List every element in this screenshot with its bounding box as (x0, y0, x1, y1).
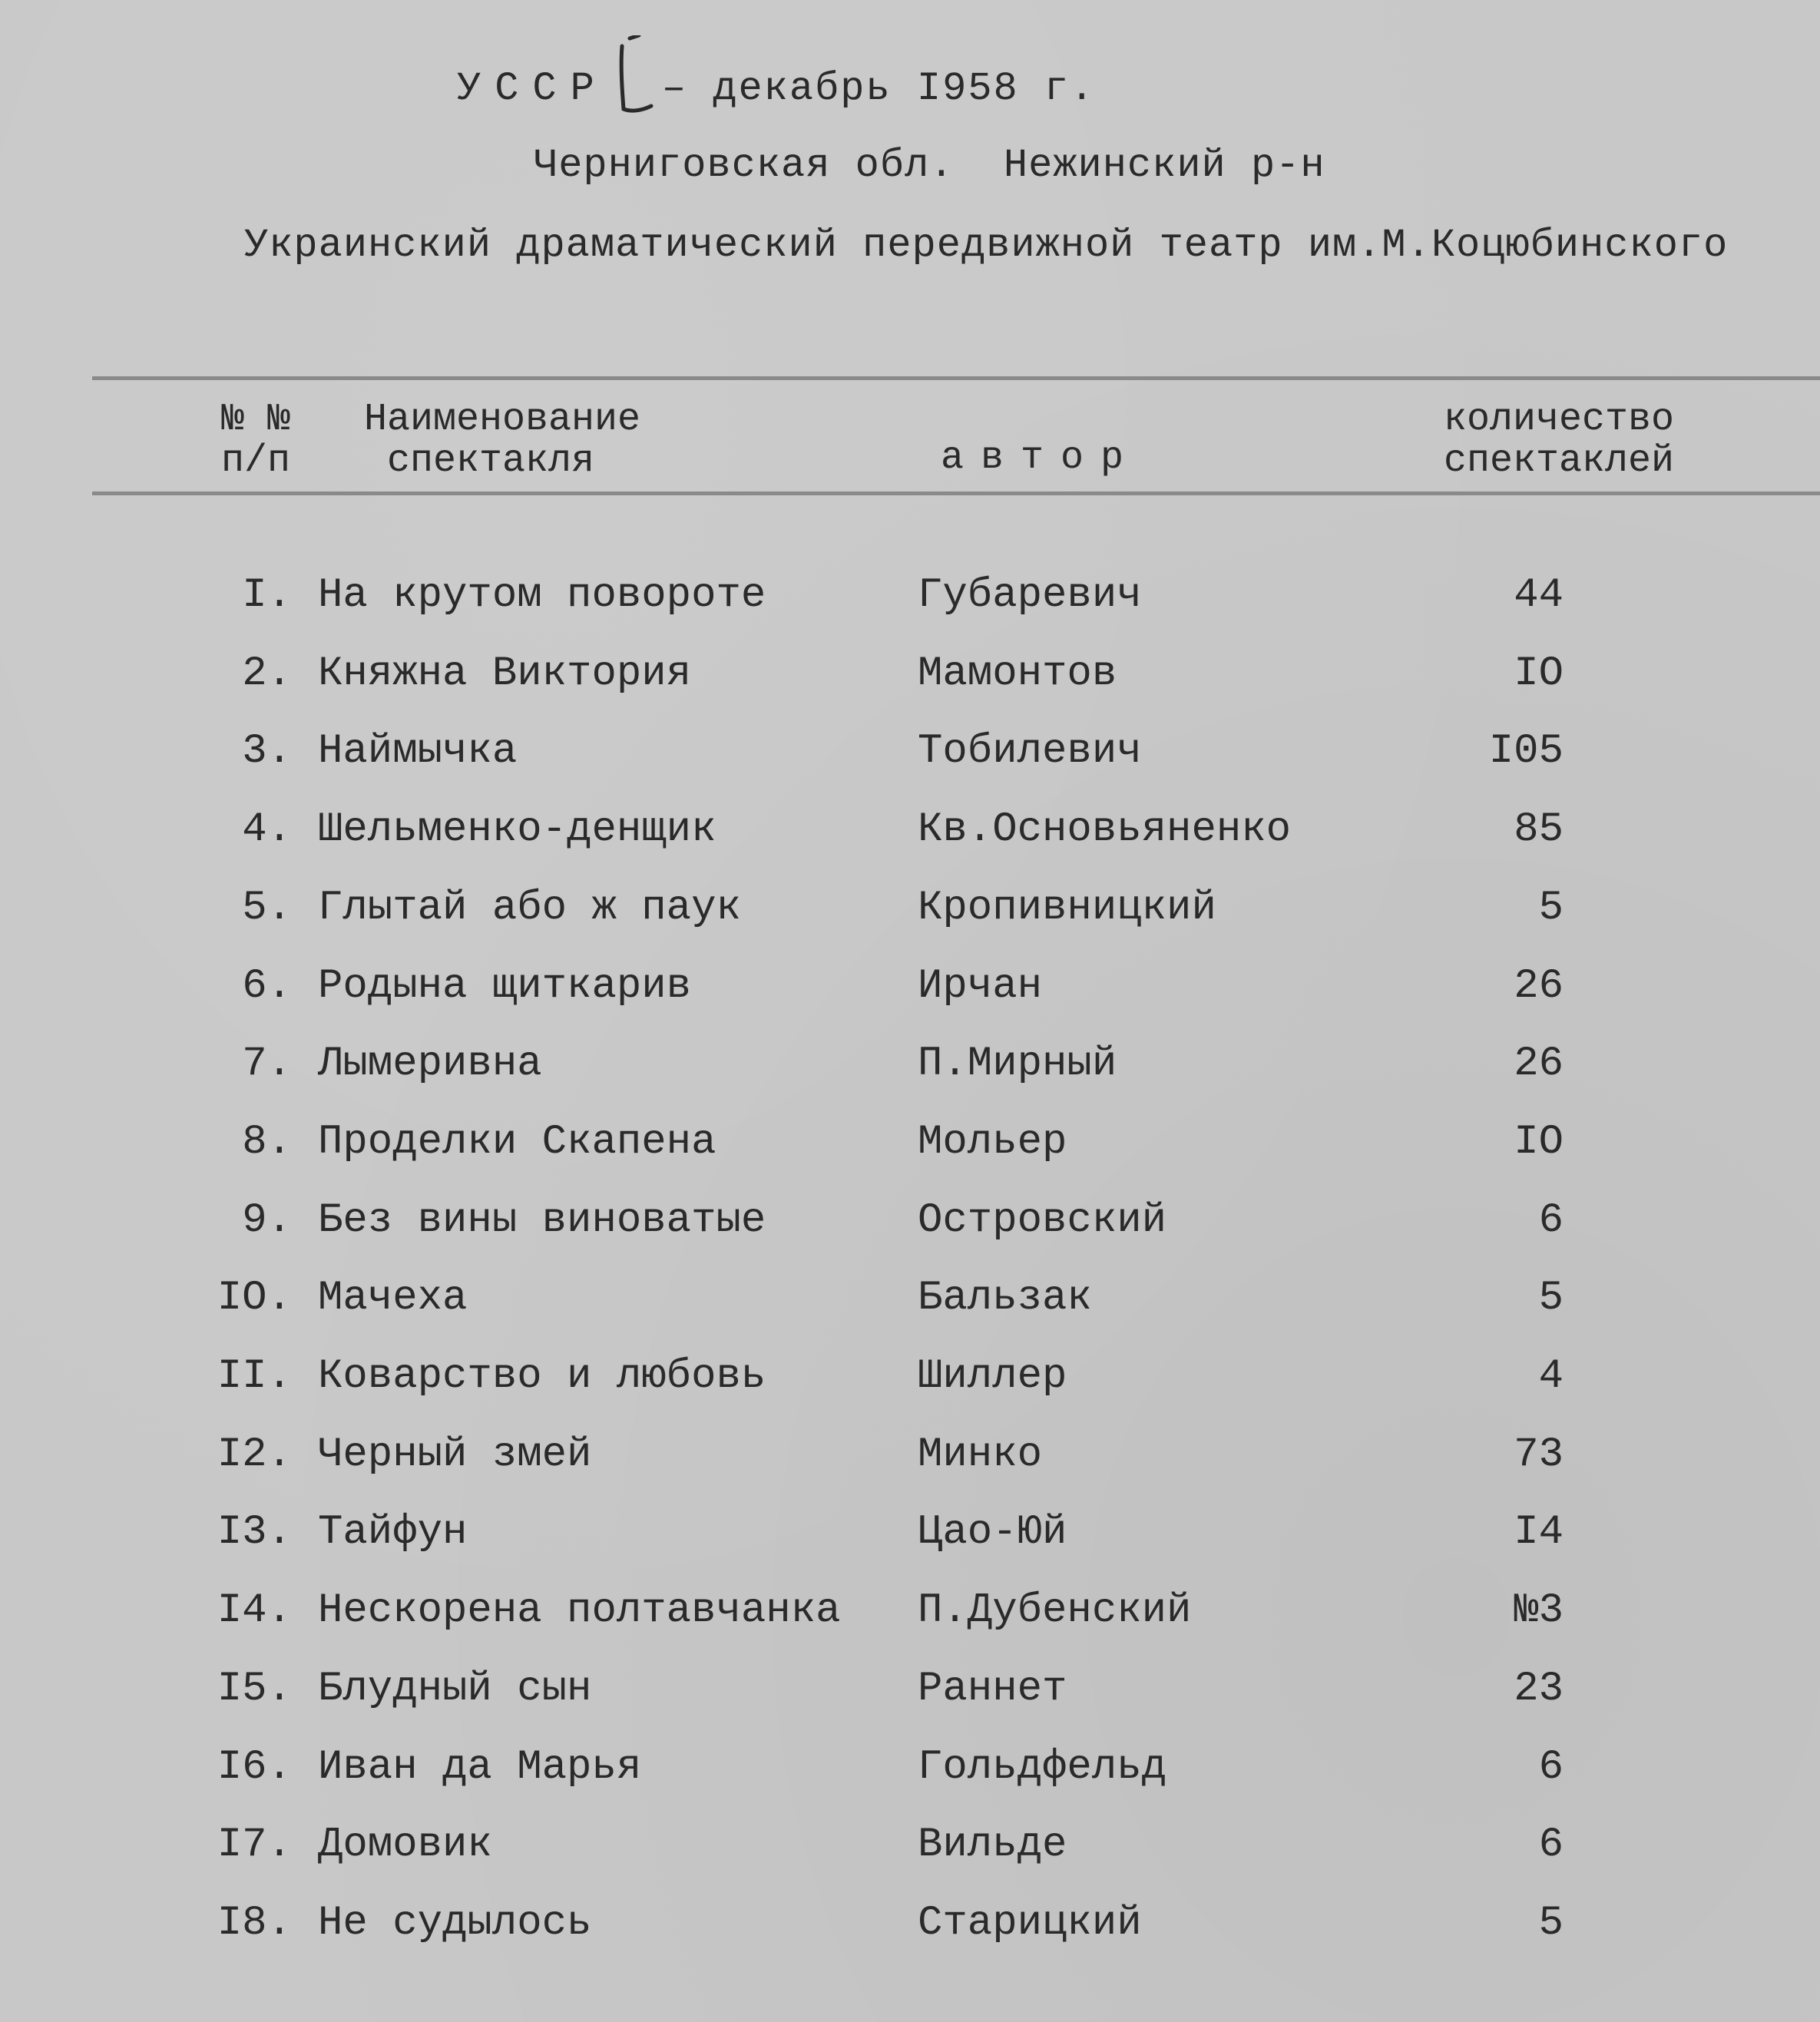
row-author: Островский (918, 1197, 1167, 1244)
row-num: 5. (242, 885, 292, 932)
row-author: Цао-Юй (918, 1509, 1067, 1556)
row-title: Домовик (318, 1822, 492, 1868)
row-title: Лымеривна (318, 1041, 542, 1087)
table-row (0, 964, 1820, 1041)
theatre-name: Украинский драматический передвижной театр им.М.Коцюбинского (244, 223, 1729, 268)
row-num: I5. (217, 1666, 292, 1713)
column-header-count: количество спектаклей (1444, 398, 1675, 483)
table-row (0, 1198, 1820, 1275)
row-author: П.Мирный (918, 1041, 1117, 1087)
column-header-title: Наименование спектакля (364, 398, 641, 483)
table-row (0, 1588, 1820, 1665)
row-num: I7. (217, 1822, 292, 1868)
row-author: Ирчан (918, 963, 1043, 1010)
row-num: 7. (242, 1041, 292, 1087)
row-num: I6. (217, 1744, 292, 1791)
row-count: 5 (1538, 1275, 1564, 1322)
row-count: 23 (1514, 1666, 1564, 1713)
row-author: Тобилевич (918, 728, 1142, 775)
table-row (0, 1432, 1820, 1509)
row-title: Родына щиткарив (318, 963, 692, 1010)
table-row (0, 1822, 1820, 1899)
row-title: Коварство и любовь (318, 1353, 766, 1400)
row-title: Проделки Скапена (318, 1119, 716, 1166)
row-title: Наймычка (318, 728, 518, 775)
row-num: II. (217, 1353, 292, 1400)
row-author: П.Дубенский (918, 1587, 1192, 1634)
row-title: Иван да Марья (318, 1744, 642, 1791)
row-num: I3. (217, 1509, 292, 1556)
row-author: Губаревич (918, 572, 1142, 619)
row-title: Нескорена полтавчанка (318, 1587, 841, 1634)
heading-line-1 (457, 66, 1095, 112)
row-count: 6 (1538, 1822, 1564, 1868)
date-text: декабрь I958 г. (713, 66, 1096, 111)
row-num: 9. (242, 1197, 292, 1244)
table-row (0, 1745, 1820, 1822)
row-author: Шиллер (918, 1353, 1067, 1400)
handwritten-stroke-icon (608, 35, 662, 120)
row-num: 3. (242, 728, 292, 775)
handwritten-mark (608, 66, 662, 112)
row-num: 8. (242, 1119, 292, 1166)
row-num: I. (242, 572, 292, 619)
table-row (0, 1276, 1820, 1352)
republic-abbreviation: УССР (457, 66, 608, 111)
row-count: 26 (1514, 963, 1564, 1010)
row-count: 4 (1538, 1353, 1564, 1400)
table-row (0, 1510, 1820, 1587)
row-count: 6 (1538, 1197, 1564, 1244)
row-author: Кропивницкий (918, 885, 1216, 932)
row-count: IO (1514, 650, 1564, 697)
row-author: Раннет (918, 1666, 1067, 1713)
row-author: Бальзак (918, 1275, 1092, 1322)
row-author: Кв.Основьяненко (918, 806, 1292, 853)
row-count: I05 (1488, 728, 1564, 775)
row-author: Старицкий (918, 1900, 1142, 1947)
column-header-author: автор (941, 436, 1141, 480)
row-title: Блудный сын (318, 1666, 592, 1713)
table-row (0, 573, 1820, 650)
table-row (0, 651, 1820, 728)
row-count: 85 (1514, 806, 1564, 853)
row-author: Вильде (918, 1822, 1067, 1868)
row-title: Черный змей (318, 1431, 592, 1478)
row-author: Мамонтов (918, 650, 1117, 697)
table-row (0, 1120, 1820, 1196)
table-row (0, 1666, 1820, 1743)
row-num: 2. (242, 650, 292, 697)
row-count: №3 (1514, 1587, 1564, 1634)
row-num: I2. (217, 1431, 292, 1478)
dash: – (661, 66, 688, 111)
table-row (0, 1041, 1820, 1118)
row-count: 6 (1538, 1744, 1564, 1791)
row-count: 5 (1538, 1900, 1564, 1947)
row-count: 73 (1514, 1431, 1564, 1478)
row-title: Княжна Виктория (318, 650, 692, 697)
region-line: Черниговская обл. Нежинский р-н (534, 143, 1325, 188)
row-num: I4. (217, 1587, 292, 1634)
table-row (0, 807, 1820, 884)
row-num: IO. (217, 1275, 292, 1322)
table-top-rule (92, 376, 1820, 380)
row-num: 6. (242, 963, 292, 1010)
row-title: Тайфун (318, 1509, 468, 1556)
row-count: 44 (1514, 572, 1564, 619)
row-title: Мачеха (318, 1275, 468, 1322)
row-count: I4 (1514, 1509, 1564, 1556)
row-title: Глытай або ж паук (318, 885, 741, 932)
column-header-number: № № п/п (221, 398, 291, 483)
row-count: 26 (1514, 1041, 1564, 1087)
row-author: Гольдфельд (918, 1744, 1167, 1791)
table-row (0, 729, 1820, 806)
row-count: IO (1514, 1119, 1564, 1166)
row-count: 5 (1538, 885, 1564, 932)
table-header-rule (92, 491, 1820, 495)
row-title: Шельменко-денщик (318, 806, 716, 853)
table-row (0, 885, 1820, 962)
row-num: I8. (217, 1900, 292, 1947)
row-title: Без вины виноватые (318, 1197, 766, 1244)
table-row (0, 1901, 1820, 1977)
row-num: 4. (242, 806, 292, 853)
row-author: Мольер (918, 1119, 1067, 1166)
row-author: Минко (918, 1431, 1043, 1478)
row-title: Не судылось (318, 1900, 592, 1947)
table-row (0, 1354, 1820, 1431)
row-title: На крутом повороте (318, 572, 766, 619)
